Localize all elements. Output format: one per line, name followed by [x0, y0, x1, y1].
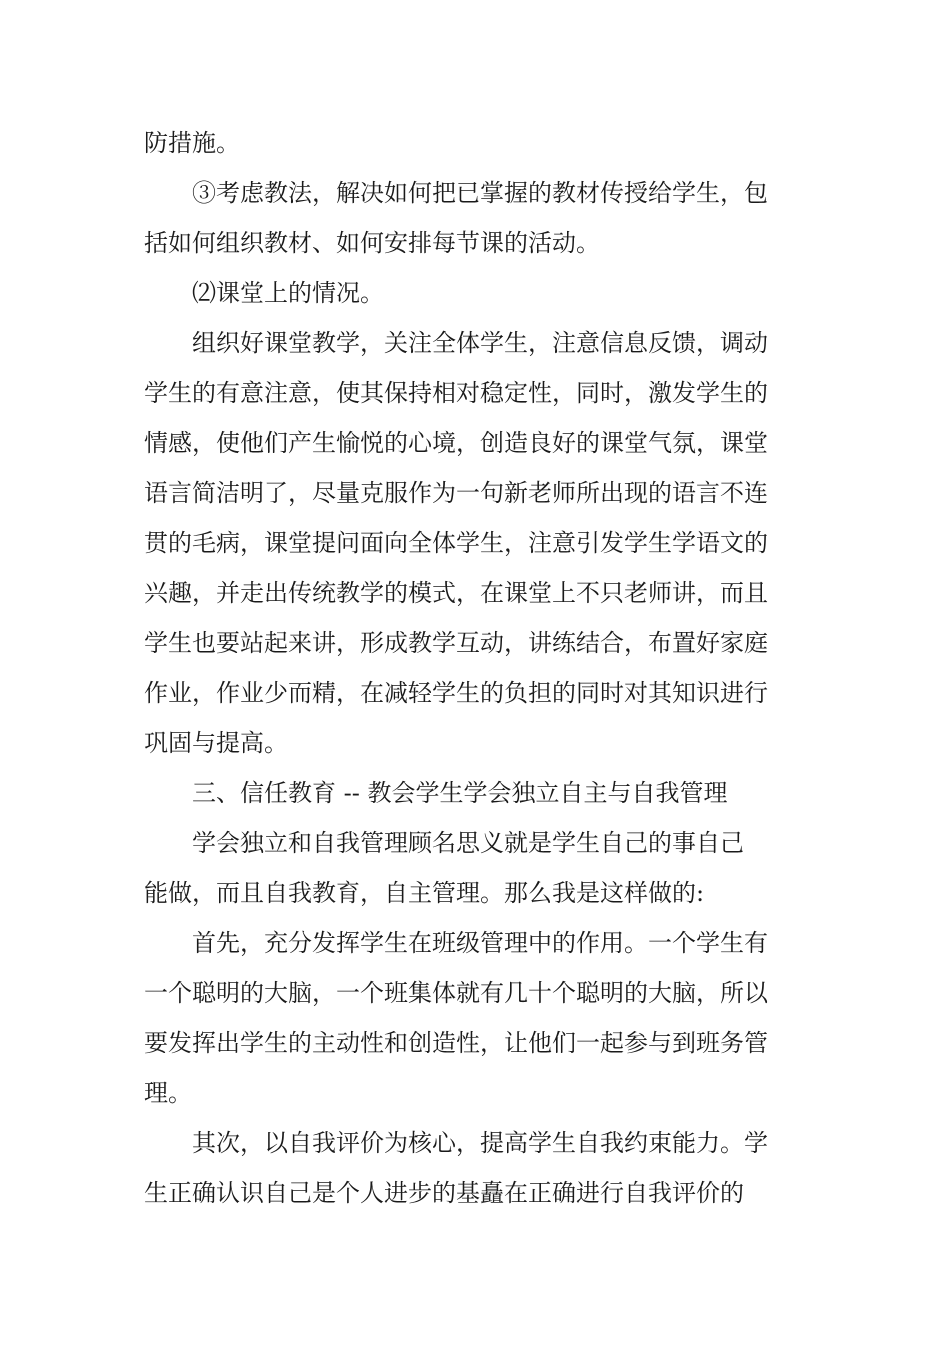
section-heading: 三、信任教育 -- 教会学生学会独立自主与自我管理 [192, 779, 728, 807]
text-line: 兴趣，并走出传统教学的模式，在课堂上不只老师讲，而且 [144, 579, 768, 607]
text-line: 要发挥出学生的主动性和创造性，让他们一起参与到班务管 [144, 1029, 768, 1057]
text-line: 情感，使他们产生愉悦的心境，创造良好的课堂气氛，课堂 [144, 429, 768, 457]
text-line: 学生的有意注意，使其保持相对稳定性，同时，激发学生的 [144, 379, 768, 407]
text-line: 首先，充分发挥学生在班级管理中的作用。一个学生有 [192, 929, 768, 957]
text-line: ⑵课堂上的情况。 [192, 279, 384, 307]
text-line: 学会独立和自我管理顾名思义就是学生自己的事自己 [192, 829, 744, 857]
text-line: 能做，而且自我教育，自主管理。那么我是这样做的: [144, 879, 705, 907]
text-line: 其次，以自我评价为核心，提高学生自我约束能力。学 [192, 1129, 768, 1157]
text-line: 巩固与提高。 [144, 729, 288, 757]
text-line: 语言简洁明了，尽量克服作为一句新老师所出现的语言不连 [144, 479, 768, 507]
body-text [144, 118, 768, 1218]
text-line: 防措施。 [144, 129, 240, 157]
text-line: 一个聪明的大脑，一个班集体就有几十个聪明的大脑，所以 [144, 979, 768, 1007]
text-line: 理。 [144, 1079, 192, 1107]
text-line: ③考虑教法，解决如何把已掌握的教材传授给学生，包 [192, 179, 768, 207]
text-line: 组织好课堂教学，关注全体学生，注意信息反馈，调动 [192, 329, 768, 357]
text-line: 作业，作业少而精，在减轻学生的负担的同时对其知识进行 [144, 679, 768, 707]
text-line: 学生也要站起来讲，形成教学互动，讲练结合，布置好家庭 [144, 629, 768, 657]
text-line: 括如何组织教材、如何安排每节课的活动。 [144, 229, 600, 257]
text-line: 生正确认识自己是个人进步的基矗在正确进行自我评价的 [144, 1179, 744, 1207]
text-line: 贯的毛病，课堂提问面向全体学生，注意引发学生学语文的 [144, 529, 768, 557]
